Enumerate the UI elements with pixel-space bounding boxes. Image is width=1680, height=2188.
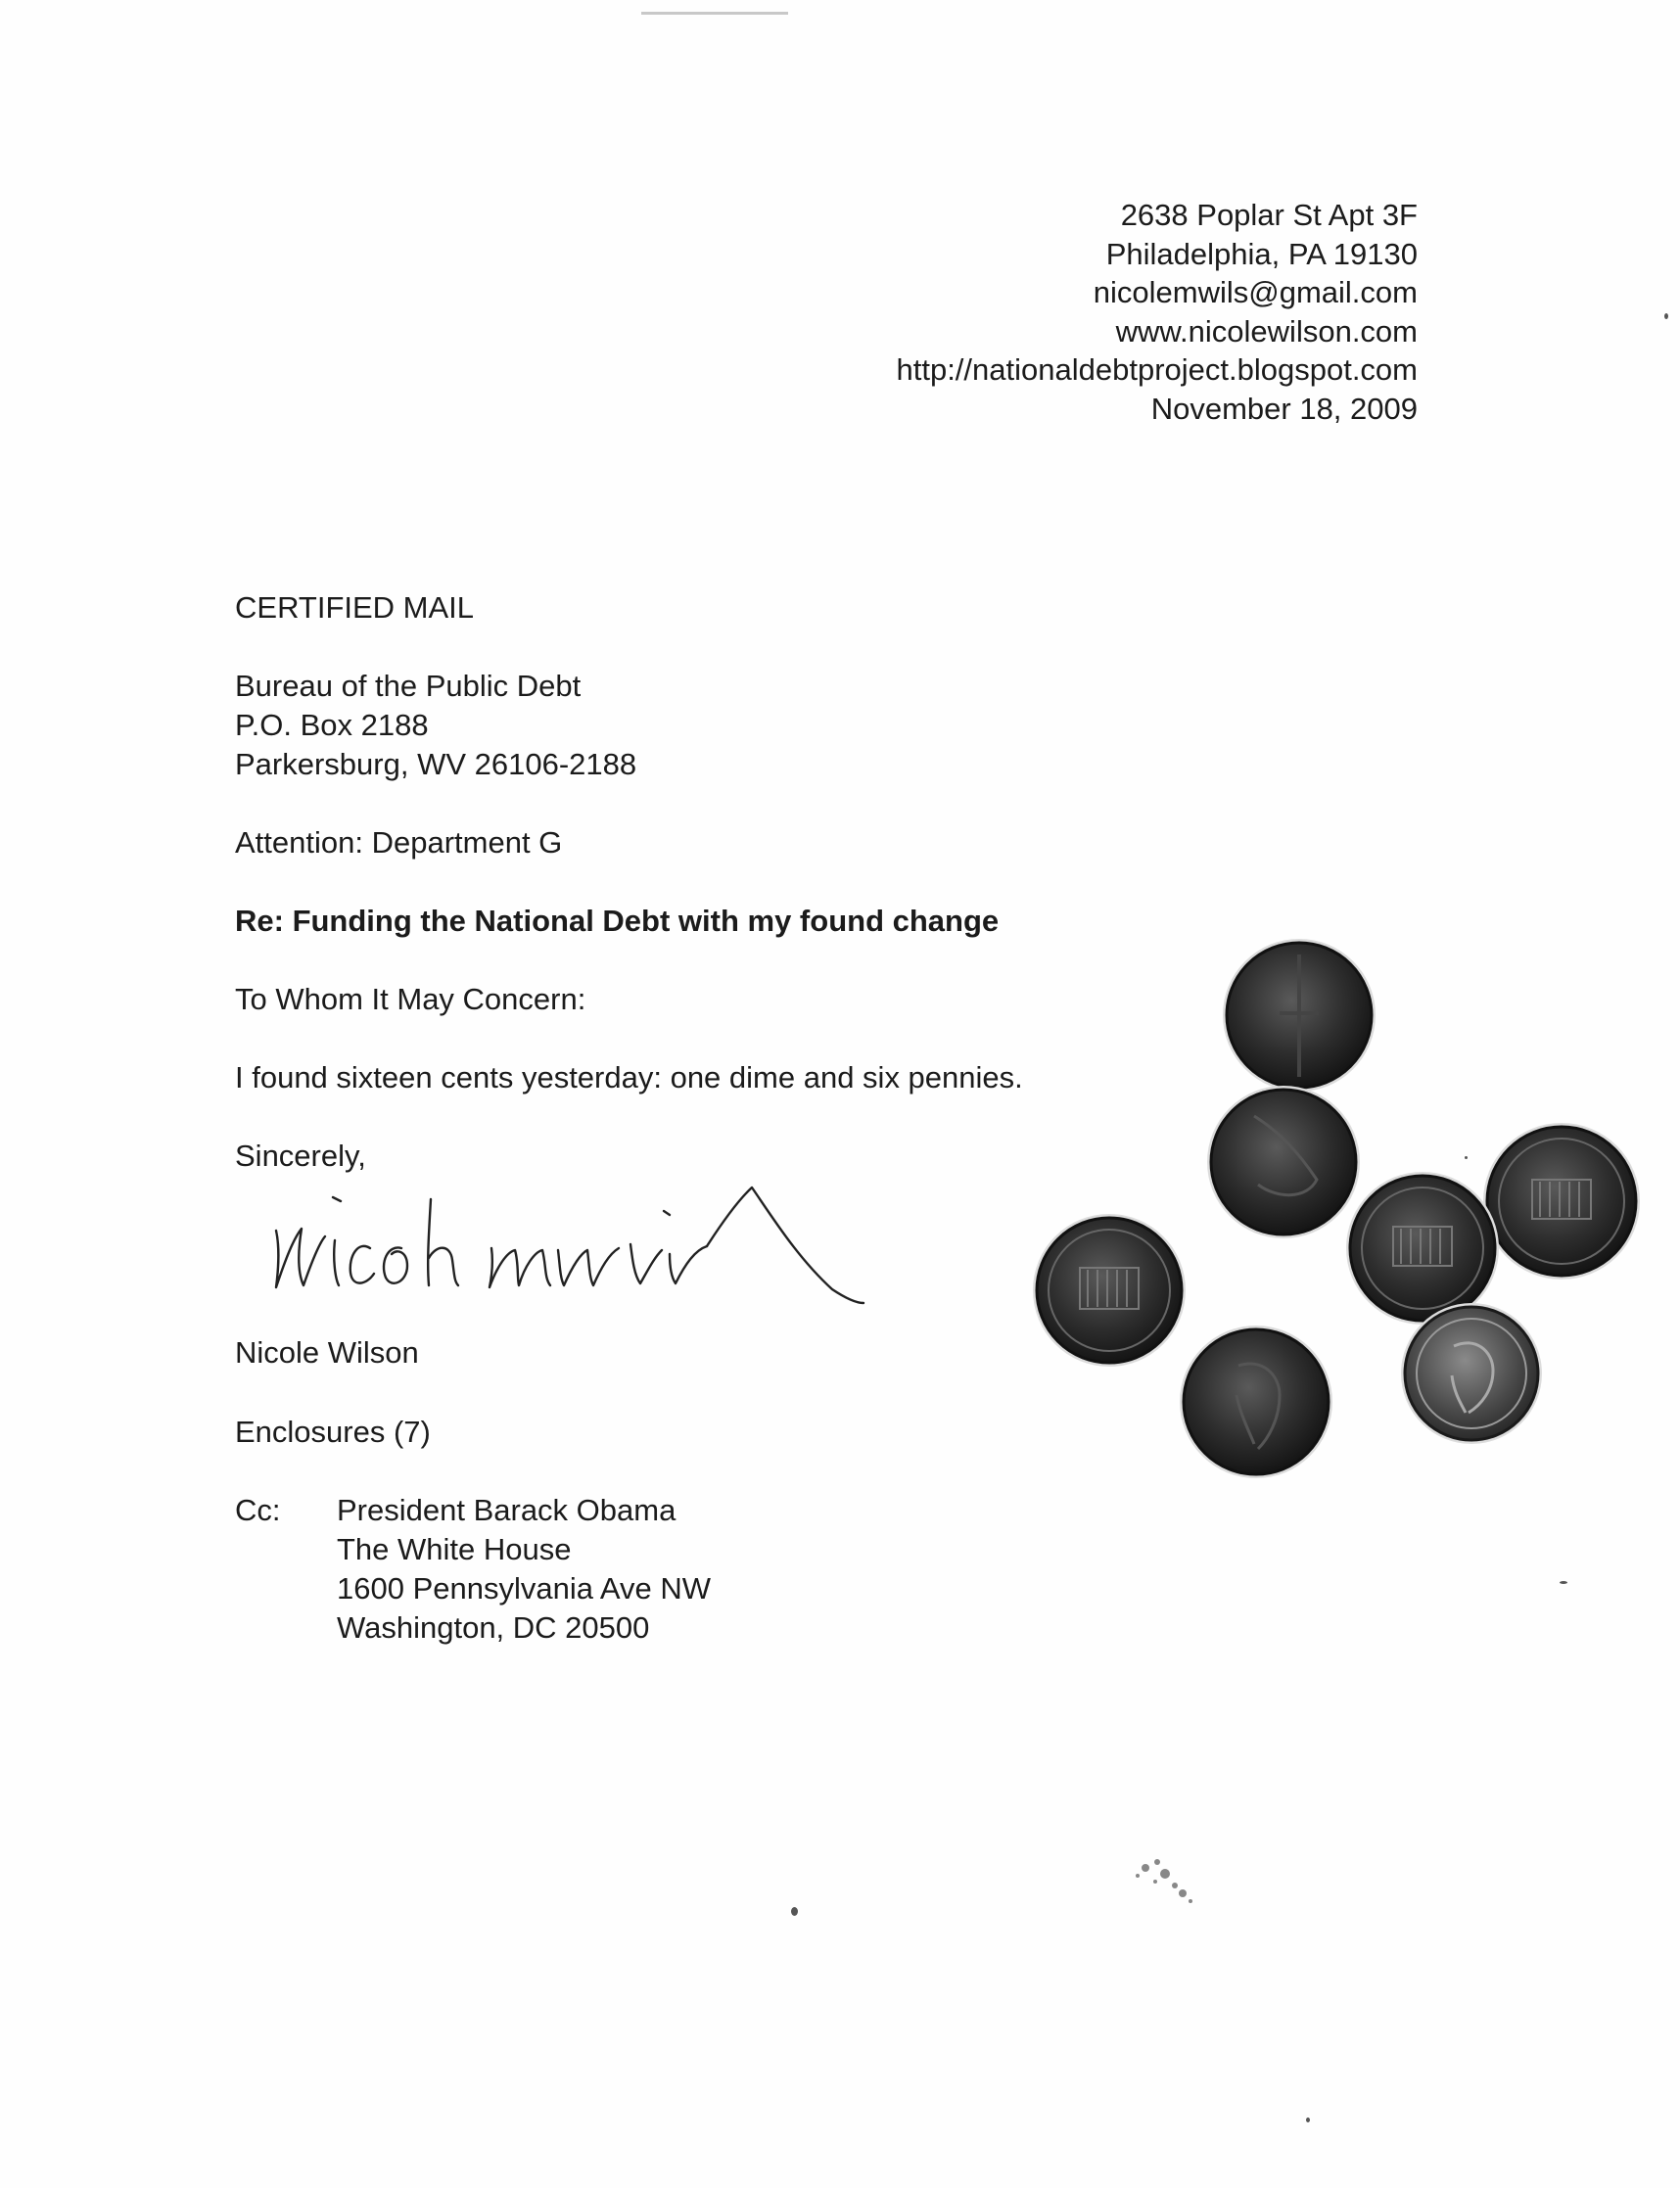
recipient-po-box: P.O. Box 2188 xyxy=(235,708,429,742)
penny-coin xyxy=(1033,1214,1186,1367)
cc-name: President Barack Obama xyxy=(337,1493,677,1527)
letter-date: November 18, 2009 xyxy=(1150,392,1418,426)
cc-city: Washington, DC 20500 xyxy=(337,1610,650,1645)
enclosures: Enclosures (7) xyxy=(235,1415,431,1449)
penny-coin xyxy=(1180,1326,1332,1478)
scan-speck xyxy=(1306,2118,1310,2122)
penny-coin xyxy=(1346,1172,1499,1325)
sender-email: nicolemwils@gmail.com xyxy=(1093,275,1418,309)
sender-street: 2638 Poplar St Apt 3F xyxy=(1120,198,1418,232)
recipient-city: Parkersburg, WV 26106-2188 xyxy=(235,747,637,781)
cc-org: The White House xyxy=(337,1532,572,1566)
signer-name: Nicole Wilson xyxy=(235,1335,419,1370)
cc-label: Cc: xyxy=(235,1493,281,1527)
scan-speck xyxy=(1465,1156,1468,1159)
sender-blog: http://nationaldebtproject.blogspot.com xyxy=(896,352,1418,387)
mail-type: CERTIFIED MAIL xyxy=(235,590,475,625)
sender-website: www.nicolewilson.com xyxy=(1115,314,1418,349)
penny-coin xyxy=(1223,939,1376,1092)
scan-smudge xyxy=(1126,1850,1214,1919)
signature-image xyxy=(264,1180,891,1327)
body-text: I found sixteen cents yesterday: one dime and six pennies. xyxy=(235,1060,1023,1094)
closing: Sincerely, xyxy=(235,1139,366,1173)
scan-speck xyxy=(1560,1581,1567,1584)
cc-street: 1600 Pennsylvania Ave NW xyxy=(337,1571,711,1606)
penny-coin xyxy=(1483,1123,1640,1280)
scan-artifact xyxy=(641,12,788,15)
attention-line: Attention: Department G xyxy=(235,825,563,860)
penny-coin xyxy=(1207,1086,1360,1238)
subject-line: Re: Funding the National Debt with my found change xyxy=(235,904,1000,938)
dime-coin xyxy=(1401,1303,1542,1444)
recipient-name: Bureau of the Public Debt xyxy=(235,669,582,703)
scan-speck xyxy=(1664,313,1668,319)
scan-speck xyxy=(791,1907,798,1916)
sender-city: Philadelphia, PA 19130 xyxy=(1105,237,1418,271)
salutation: To Whom It May Concern: xyxy=(235,982,586,1016)
coins-image xyxy=(1023,935,1650,1522)
